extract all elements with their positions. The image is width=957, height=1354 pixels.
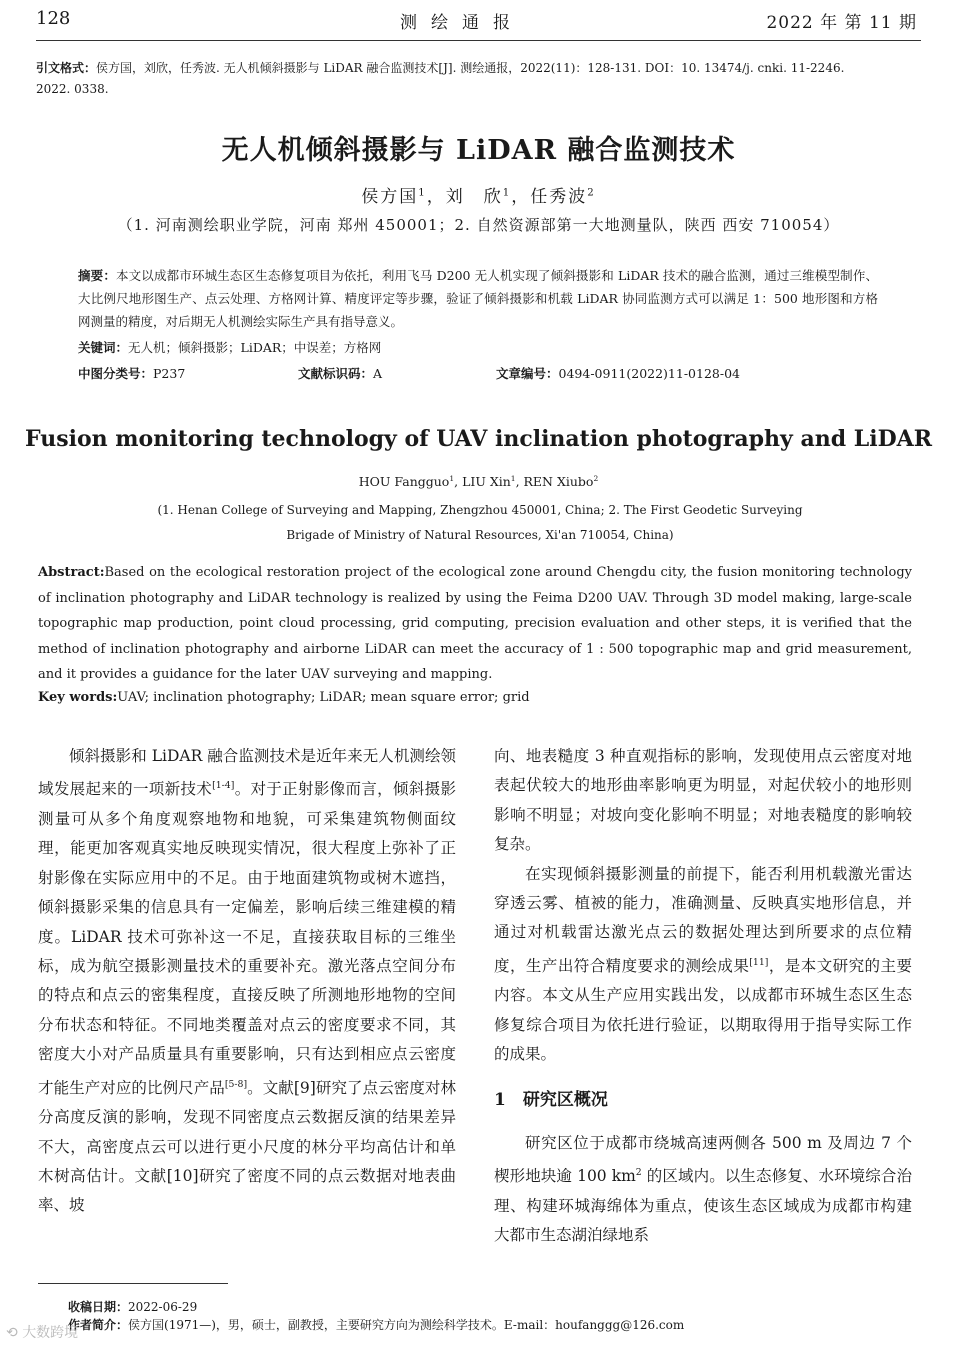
cn-author-1: 侯方国: [361, 187, 419, 207]
received-label: 收稿日期：: [68, 1300, 129, 1314]
chinese-affiliation: （1. 河南测绘职业学院，河南 郑州 450001；2. 自然资源部第一大地测量队，陕西 西安 710054）: [117, 216, 840, 234]
clc-label: 中图分类号：: [78, 366, 154, 381]
chinese-keywords: [78, 338, 381, 356]
citation-line1: 侯方国，刘欣，任秀波. 无人机倾斜摄影与 LiDAR 融合监测技术[J]. 测绘通报，2022(11)：128-131. DOI：10. 13474/j. cnki. 11-2246.: [96, 61, 845, 75]
en-affil-line1: (1. Henan College of Surveying and Mapping, Zhengzhou 450001, China; 2. The First Geodetic Surveying: [157, 503, 803, 517]
english-keywords: [38, 690, 530, 705]
en-author-3: REN Xiubo: [523, 474, 594, 490]
cn-abstract-label: 摘要：: [78, 268, 116, 283]
received-value: 2022-06-29: [128, 1300, 198, 1314]
cn-keywords-label: 关键词：: [78, 340, 129, 355]
watermark-icon: ⟲: [6, 1325, 23, 1341]
cn-author-3: 任秀波: [530, 187, 588, 207]
intro-paragraph-1-continued: 向、地表糙度 3 种直观指标的影响，发现使用点云密度对地表起伏较大的地形曲率影响更为明显，对起伏较小的地形则影响不明显；对坡向变化影响不明显；对地表糙度的影响较复杂。: [494, 747, 912, 854]
en-abstract-text: Based on the ecological restoration project of the ecological zone around Chengdu city, the fusion monitoring technology of inclination photography and LiDAR technology is realized by using the Feima D200 UAV. Through 3D model making, large-scale topographic map production, point cloud processing, grid computing, precision evaluation and other steps, it is verified that the method of inclination photography and airborne LiDAR can meet the accuracy of 1 : 500 topographic map and grid measurement, and it provides a guidance for the later UAV surveying and mapping.: [38, 565, 912, 682]
en-author-1-mark: 1: [449, 474, 455, 483]
article-number: [496, 364, 740, 382]
cn-author-1-mark: 1: [418, 187, 427, 199]
body-left-column: [38, 742, 456, 1221]
english-authors: HOU Fangguo$^1$, LIU Xin$^1$, REN Xiubo$^2$: [358, 474, 599, 490]
cn-author-2-mark: 1: [502, 187, 512, 199]
author-bio: [68, 1316, 684, 1333]
section-1-heading: 1 研究区概况: [494, 1089, 608, 1110]
en-author-2-mark: 1: [510, 474, 516, 483]
intro-p1-part-a: 倾斜摄影和 LiDAR 融合监测技术是近年来无人机测绘领域发展起来的一项新技术: [38, 747, 456, 799]
citation-ref-1-4: [1-4]: [212, 780, 235, 792]
header-divider: [36, 40, 921, 41]
citation-line2: 2022. 0338.: [36, 82, 109, 96]
cn-abstract-text: 本文以成都市环城生态区生态修复项目为依托，利用飞马 D200 无人机实现了倾斜摄影和 LiDAR 技术的融合监测，通过三维模型制作、大比例尺地形图生产、点云处理、方格网计算、精度评定等步骤，验证了倾斜摄影和机载 LiDAR 协同监测方式可以满足 1：500 地形图和方格网测量的精度，对后期无人机测绘实际生产具有指导意义。: [78, 268, 878, 329]
watermark-logo: [6, 1322, 78, 1342]
page-number: 128: [36, 8, 71, 29]
study-area-part-a: 研究区位于成都市绕城高速两侧各 500 m 及周边 7 个楔形地块逾 100 km: [494, 1134, 912, 1186]
intro-paragraph-2: [494, 860, 912, 1070]
watermark-text: 大数跨境: [22, 1325, 79, 1341]
doc-code-label: 文献标识码：: [298, 366, 374, 381]
en-author-2: LIU Xin: [462, 474, 511, 490]
intro-p2-part-a: 在实现倾斜摄影测量的前提下，能否利用机载激光雷达穿透云雾、植被的能力，准确测量、反映真实地形信息，并通过对机载雷达激光点云的数据处理达到所要求的点位精度，生产出符合精度要求的测绘成果: [494, 864, 912, 975]
clc-value: P237: [153, 366, 186, 381]
chinese-title: 无人机倾斜摄影与 LiDAR 融合监测技术: [221, 135, 736, 166]
en-keywords-label: Key words:: [38, 690, 118, 705]
en-affil-line2: Brigade of Ministry of Natural Resources, Xi'an 710054, China): [286, 528, 674, 542]
chinese-authors: 侯方国$^1$，刘 欣$^1$，任秀波$^2$: [361, 187, 596, 207]
en-abstract-label: Abstract:: [38, 565, 105, 580]
author-bio-label: 作者简介：: [68, 1318, 129, 1332]
citation-block: [36, 58, 916, 100]
clc-number: [78, 364, 185, 382]
en-author-1: HOU Fangguo: [358, 474, 450, 490]
chinese-abstract: [78, 264, 878, 333]
received-date: [68, 1298, 197, 1315]
footnote-divider: [38, 1283, 228, 1284]
cn-keywords-text: 无人机；倾斜摄影；LiDAR；中误差；方格网: [128, 340, 382, 355]
article-no-label: 文章编号：: [496, 366, 559, 381]
intro-paragraph-1: [38, 742, 456, 1221]
en-author-3-mark: 2: [593, 474, 599, 483]
cn-author-2: 刘 欣: [445, 187, 503, 207]
km2-superscript: 2: [635, 1167, 642, 1179]
english-abstract: [38, 560, 912, 688]
study-area-part-b: 的区域内。以生态修复、水环境综合治理、构建环城海绵体为重点，使该生态区域成为成都市构建大都市生态湖泊绿地系: [494, 1167, 912, 1245]
citation-ref-5-8: [5-8]: [224, 1078, 248, 1090]
intro-p1-part-c: 。文献[9]研究了点云密度对林分高度反演的影响，发现不同密度点云数据反演的结果差异不大，高密度点云可以进行更小尺度的林分平均高估计和单木树高估计。文献[10]研究了密度不同的点云数据对地表曲率、坡: [38, 1078, 456, 1215]
doc-code-value: A: [373, 366, 383, 381]
english-title: Fusion monitoring technology of UAV inclination photography and LiDAR: [24, 426, 933, 452]
journal-name: 测绘通报: [400, 13, 524, 33]
citation-ref-11: [11]: [749, 956, 769, 968]
study-area-paragraph: [494, 1129, 912, 1251]
document-code: [298, 364, 382, 382]
issue-label: 2022 年 第 11 期: [766, 13, 917, 33]
citation-label: 引文格式：: [36, 61, 97, 75]
body-right-column: [494, 742, 912, 1251]
intro-p1-part-b: 。对于正射影像而言，倾斜摄影测量可从多个角度观察地物和地貌，可采集建筑物侧面纹理，能更加客观真实地反映现实情况，很大程度上弥补了正射影像在实际应用中的不足。由于地面建筑物或树木遮挡，倾斜摄影采集的信息具有一定偏差，影响后续三维建模的精度。LiDAR 技术可弥补这一不足，直接获取目标的三维坐标，成为航空摄影测量技术的重要补充。激光落点空间分布的特点和点云的密集程度，直接反映了所测地形地物的空间分布状态和特征。不同地类覆盖对点云的密度要求不同，其密度大小对产品质量具有重要影响，只有达到相应点云密度才能生产对应的比例尺产品: [38, 780, 456, 1097]
intro-p2-part-b: ，是本文研究的主要内容。本文从生产应用实践出发，以成都市环城生态区生态修复综合项目为依托进行验证，以期取得用于指导实际工作的成果。: [494, 957, 912, 1064]
article-no-value: 0494-0911(2022)11-0128-04: [558, 366, 740, 381]
cn-author-3-mark: 2: [587, 187, 596, 199]
author-bio-value: 侯方国(1971—)，男，硕士，副教授，主要研究方向为测绘科学技术。E-mail：houfanggg@126.com: [128, 1318, 685, 1332]
english-affiliation: [140, 498, 820, 548]
en-keywords-text: UAV; inclination photography; LiDAR; mean square error; grid: [117, 690, 530, 705]
